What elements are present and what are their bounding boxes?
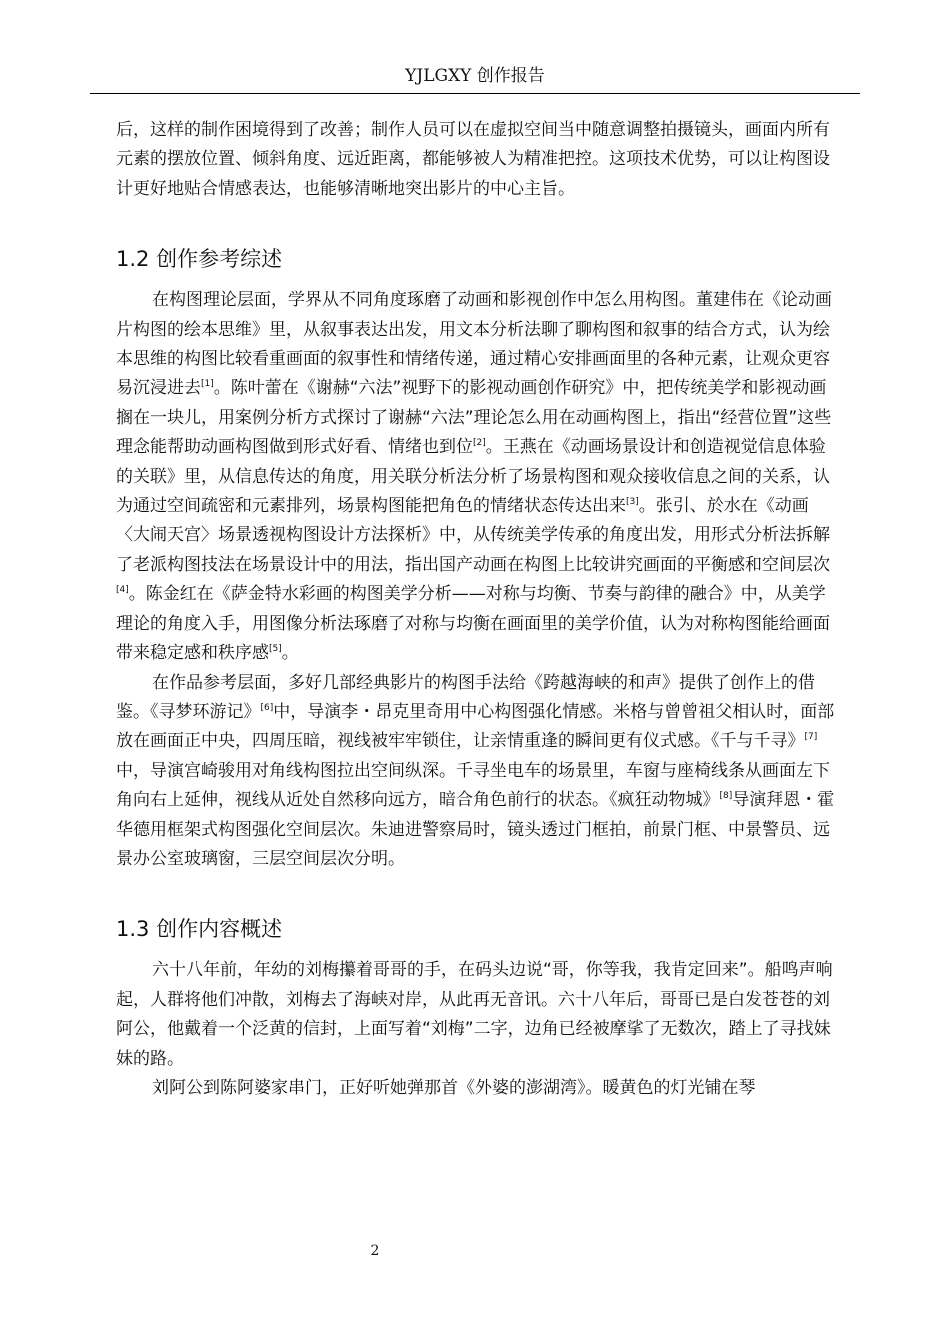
story-paragraph-2: 刘阿公到陈阿婆家串门，正好听她弹那首《外婆的澎湖湾》。暖黄色的灯光铺在琴 [152,1077,756,1098]
text-span: 。陈金红在《萨金特水彩画的构图美学分析——对称与均衡、节奏与韵律的融合》中，从美学理论的角度入手，用图像分析法琢磨了对称与均衡在画面里的美学价值，认为对称构图能给画面带来稳定感和秩序感 [116,584,830,664]
text-span: 。张引、於水在《动画〈大闹天宫〉场景透视构图设计方法探析》中，从传统美学传承的角度出发，用形式分析法拆解了老派构图技法在场景设计中的用法，指出国产动画在构图上比较讲究画面的平衡感和空间层次 [116,496,830,575]
citation-ref: [1] [201,379,214,390]
intro-paragraph: 后，这样的制作困境得到了改善；制作人员可以在虚拟空间当中随意调整拍摄镜头，画面内所有元素的摆放位置、倾斜角度、远近距离，都能够被人为精准把控。这项技术优势，可以让构图设计更好地贴合情感表达，也能够清晰地突出影片的中心主旨。 [116,120,830,199]
section-heading-1-2: 1.2 创作参考综述 [116,247,283,272]
text-span: 。陈叶蕾在《谢赫“六法”视野下的影视动画创作研究》中，把传统美学和影视动画搁在一块儿，用案例分析方式探讨了谢赫“六法”理论怎么用在动画构图上，指出“经营位置”这些理念能帮助动画构图做到形式好看、情绪也到位 [116,378,832,458]
story-paragraph-1: 六十八年前，年幼的刘梅攥着哥哥的手，在码头边说“哥，你等我，我肯定回来”。船鸣声响起，人群将他们冲散，刘梅去了海峡对岸，从此再无音讯。六十八年后，哥哥已是白发苍苍的刘阿公，他戴着一个泛黄的信封，上面写着“刘梅”二字，边角已经被摩挲了无数次，踏上了寻找妹妹的路。 [116,960,833,1069]
works-reference-paragraph [116,669,840,875]
text-span: 。 [281,643,299,664]
text-span: 。王燕在《动画场景设计和创造视觉信息体验的关联》里，从信息传达的角度，用关联分析法分析了场景构图和观众接收信息之间的关系，认为通过空间疏密和元素排列，场景构图能把角色的情绪状态传达出来 [116,437,830,517]
page-header: YJLGXY 创作报告 [90,62,860,94]
text-span: 导演拜恩・霍华德用框架式构图强化空间层次。朱迪进警察局时，镜头透过门框拍，前景门框、中景警员、远景办公室玻璃窗，三层空间层次分明。 [116,790,835,869]
text-span: 在作品参考层面，多好几部经典影片的构图手法给《跨越海峡的和声》提供了创作上的借鉴。《寻梦环游记》 [116,672,815,722]
text-span: 中，导演李・昂克里奇用中心构图强化情感。米格与曾曾祖父相认时，面部放在画面正中央，四周压暗，视线被牢牢锁住，让亲情重逢的瞬间更有仪式感。《千与千寻》 [116,701,835,752]
citation-ref: [4] [116,585,129,596]
theory-review-paragraph [116,286,840,668]
page-number: 2 [370,1243,380,1259]
citation-ref: [8] [719,791,733,802]
text-span: 中，导演宫崎骏用对角线构图拉出空间纵深。千寻坐电车的场景里，车窗与座椅线条从画面左下角向右上延伸，视线从近处自然移向远方，暗合角色前行的状态。《疯狂动物城》 [116,760,830,811]
citation-ref: [7] [804,732,818,743]
section-heading-1-3: 1.3 创作内容概述 [116,917,283,942]
citation-ref: [2] [473,438,486,449]
citation-ref: [3] [626,497,639,508]
page-body [116,116,840,1103]
citation-ref: [6] [260,702,274,713]
citation-ref: [5] [269,644,282,655]
text-span: 在构图理论层面，学界从不同角度琢磨了动画和影视创作中怎么用构图。董建伟在《论动画片构图的绘本思维》里，从叙事表达出发，用文本分析法聊了聊构图和叙事的结合方式，认为绘本思维的构图比较看重画面的叙事性和情绪传递，通过精心安排画面里的各种元素，让观众更容易沉浸进去 [116,290,832,399]
